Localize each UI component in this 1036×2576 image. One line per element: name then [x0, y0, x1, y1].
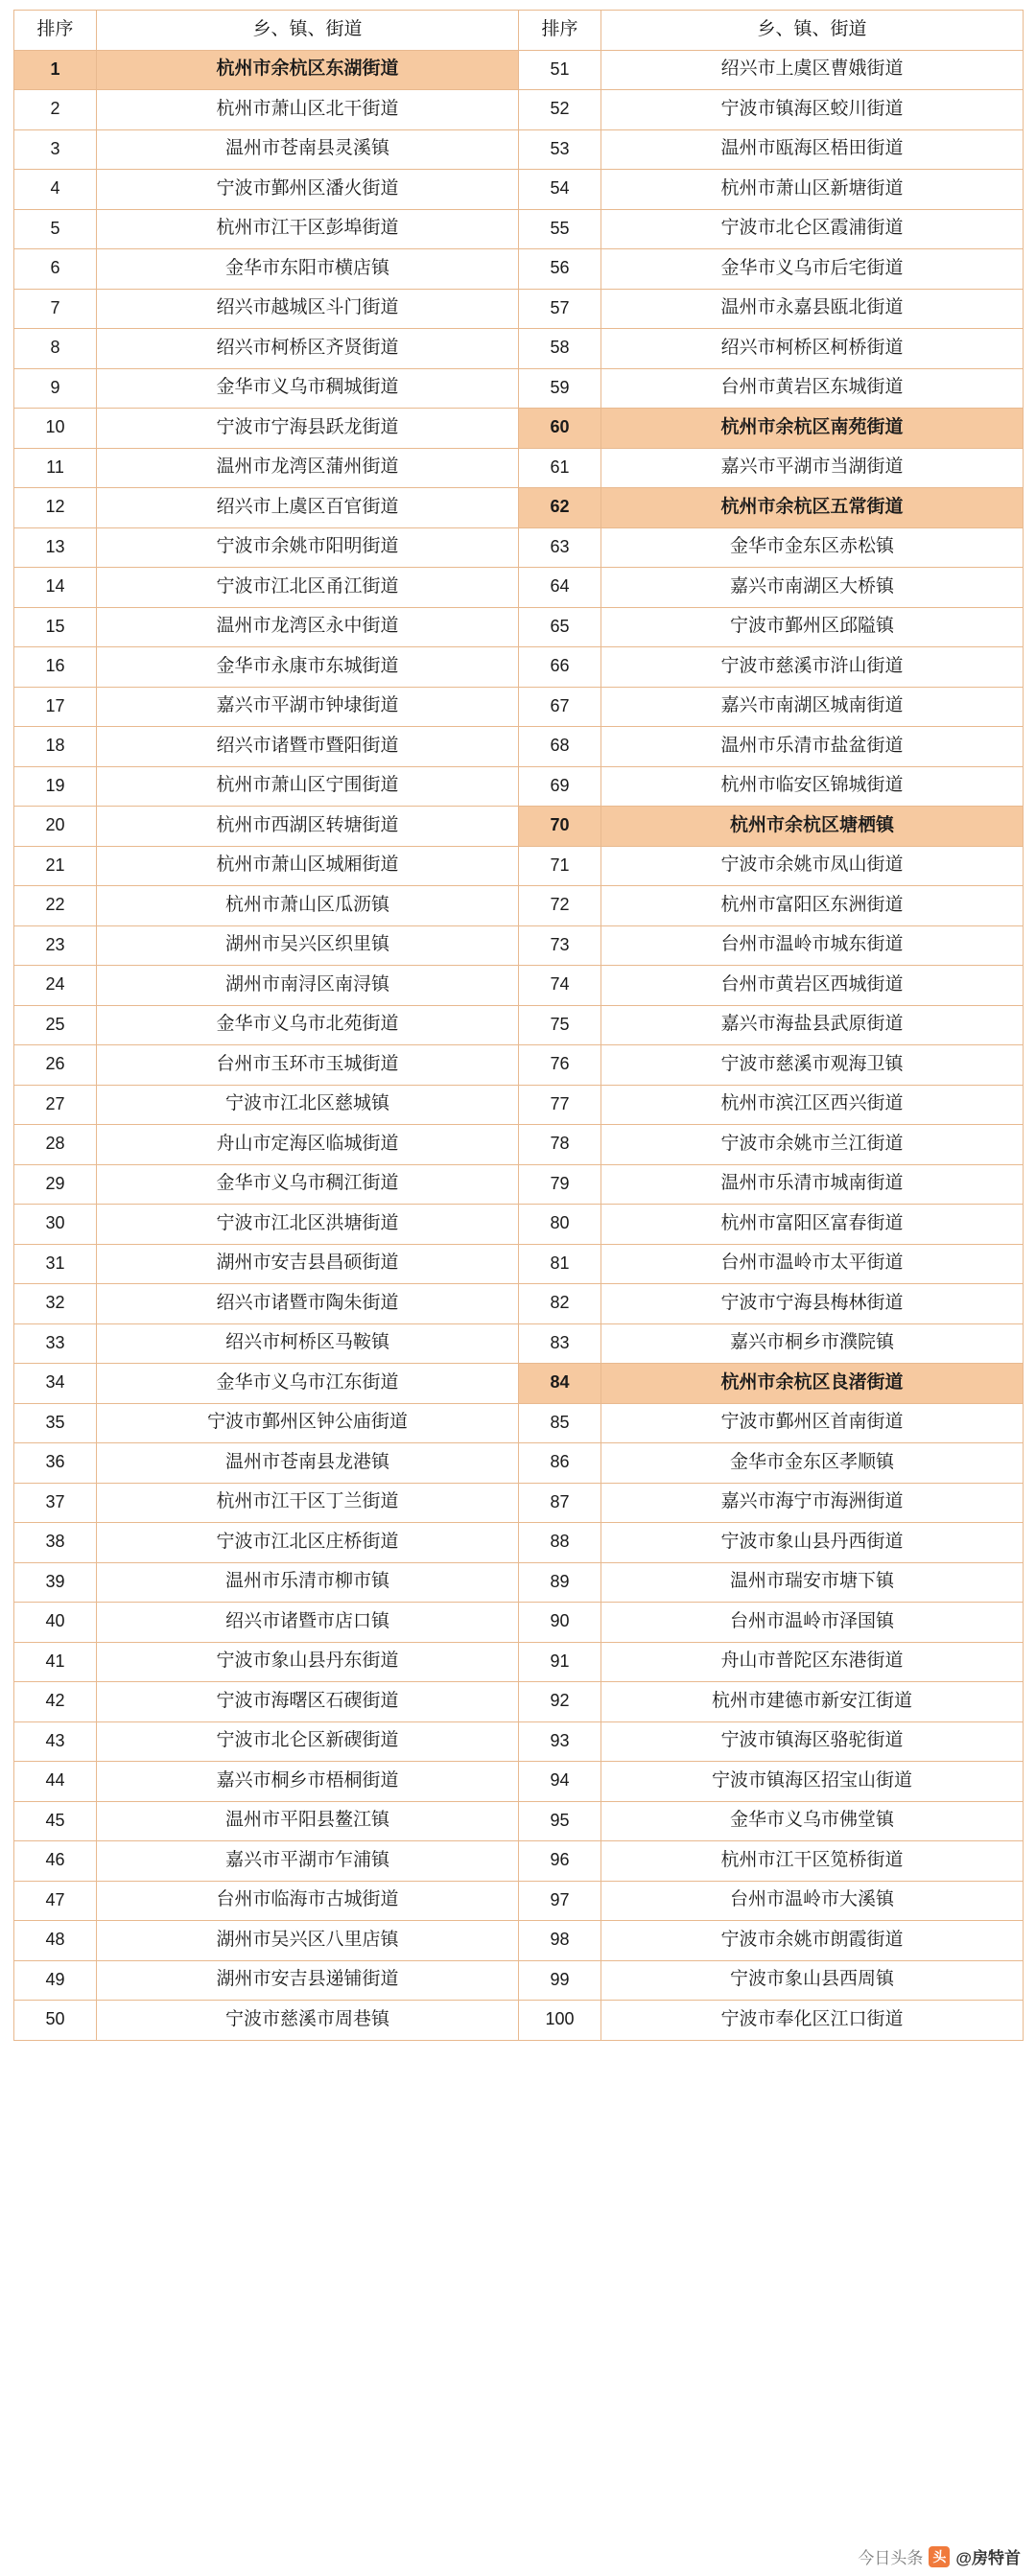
cell-rank-right: 100 [519, 2001, 601, 2041]
cell-rank-left: 20 [14, 807, 97, 847]
cell-name-right: 宁波市鄞州区邱隘镇 [601, 607, 1024, 647]
table-row [14, 368, 1024, 409]
cell-rank-right: 97 [519, 1881, 601, 1921]
cell-name-right: 宁波市鄞州区首南街道 [601, 1403, 1024, 1443]
cell-name-left: 温州市平阳县鳌江镇 [97, 1801, 519, 1841]
cell-name-left: 绍兴市诸暨市暨阳街道 [97, 727, 519, 767]
cell-rank-right: 94 [519, 1762, 601, 1802]
table-row [14, 1323, 1024, 1364]
table-header [14, 11, 1024, 51]
cell-rank-right: 70 [519, 807, 601, 847]
table-row [14, 966, 1024, 1006]
cell-rank-right: 61 [519, 448, 601, 488]
cell-name-left: 宁波市江北区洪塘街道 [97, 1205, 519, 1245]
table-row [14, 1642, 1024, 1682]
cell-name-left: 金华市义乌市北苑街道 [97, 1005, 519, 1045]
column-header-name-right: 乡、镇、街道 [601, 11, 1024, 51]
cell-rank-right: 81 [519, 1244, 601, 1284]
table-row [14, 1841, 1024, 1882]
cell-rank-right: 57 [519, 289, 601, 329]
cell-rank-right: 99 [519, 1960, 601, 2001]
cell-rank-right: 67 [519, 687, 601, 727]
cell-rank-left: 15 [14, 607, 97, 647]
cell-rank-left: 1 [14, 50, 97, 90]
table-row [14, 90, 1024, 130]
cell-name-right: 温州市乐清市盐盆街道 [601, 727, 1024, 767]
cell-name-right: 台州市温岭市大溪镇 [601, 1881, 1024, 1921]
table-row [14, 249, 1024, 290]
cell-rank-right: 98 [519, 1921, 601, 1961]
cell-rank-right: 85 [519, 1403, 601, 1443]
cell-name-right: 温州市瓯海区梧田街道 [601, 129, 1024, 170]
table-row [14, 527, 1024, 568]
cell-name-right: 宁波市象山县西周镇 [601, 1960, 1024, 2001]
table-row [14, 1721, 1024, 1762]
cell-name-right: 嘉兴市海盐县武原街道 [601, 1005, 1024, 1045]
cell-rank-right: 90 [519, 1603, 601, 1643]
cell-rank-left: 24 [14, 966, 97, 1006]
cell-rank-left: 9 [14, 368, 97, 409]
cell-rank-right: 62 [519, 488, 601, 528]
cell-rank-right: 58 [519, 329, 601, 369]
cell-rank-right: 52 [519, 90, 601, 130]
cell-name-right: 金华市金东区赤松镇 [601, 527, 1024, 568]
cell-name-left: 湖州市吴兴区八里店镇 [97, 1921, 519, 1961]
cell-rank-left: 6 [14, 249, 97, 290]
cell-rank-left: 22 [14, 886, 97, 926]
table-row [14, 50, 1024, 90]
cell-name-right: 杭州市建德市新安江街道 [601, 1682, 1024, 1722]
cell-rank-right: 53 [519, 129, 601, 170]
cell-rank-left: 44 [14, 1762, 97, 1802]
table-row [14, 607, 1024, 647]
cell-name-left: 杭州市萧山区北干街道 [97, 90, 519, 130]
table-row [14, 766, 1024, 807]
cell-name-left: 宁波市江北区慈城镇 [97, 1085, 519, 1125]
table-row [14, 1881, 1024, 1921]
table-header-row [14, 11, 1024, 51]
cell-rank-left: 4 [14, 170, 97, 210]
cell-rank-right: 95 [519, 1801, 601, 1841]
cell-name-right: 杭州市富阳区富春街道 [601, 1205, 1024, 1245]
cell-rank-right: 91 [519, 1642, 601, 1682]
cell-rank-left: 3 [14, 129, 97, 170]
cell-rank-right: 96 [519, 1841, 601, 1882]
cell-rank-right: 79 [519, 1164, 601, 1205]
cell-rank-left: 29 [14, 1164, 97, 1205]
cell-name-right: 舟山市普陀区东港街道 [601, 1642, 1024, 1682]
cell-rank-left: 26 [14, 1045, 97, 1086]
table-row [14, 647, 1024, 688]
cell-rank-left: 34 [14, 1364, 97, 1404]
cell-name-right: 杭州市余杭区五常街道 [601, 488, 1024, 528]
cell-rank-right: 93 [519, 1721, 601, 1762]
cell-name-left: 绍兴市诸暨市店口镇 [97, 1603, 519, 1643]
cell-name-right: 杭州市萧山区新塘街道 [601, 170, 1024, 210]
cell-rank-left: 49 [14, 1960, 97, 2001]
cell-rank-left: 2 [14, 90, 97, 130]
cell-name-left: 金华市义乌市稠城街道 [97, 368, 519, 409]
cell-name-left: 金华市永康市东城街道 [97, 647, 519, 688]
cell-rank-left: 47 [14, 1881, 97, 1921]
table-row [14, 448, 1024, 488]
cell-name-right: 宁波市慈溪市观海卫镇 [601, 1045, 1024, 1086]
cell-rank-right: 73 [519, 925, 601, 966]
cell-name-right: 宁波市北仑区霞浦街道 [601, 209, 1024, 249]
cell-name-left: 宁波市江北区庄桥街道 [97, 1523, 519, 1563]
cell-rank-left: 13 [14, 527, 97, 568]
cell-rank-right: 60 [519, 409, 601, 449]
cell-rank-left: 33 [14, 1323, 97, 1364]
cell-name-left: 湖州市安吉县递铺街道 [97, 1960, 519, 2001]
cell-name-left: 宁波市鄞州区钟公庙街道 [97, 1403, 519, 1443]
cell-name-left: 温州市苍南县龙港镇 [97, 1443, 519, 1484]
cell-name-left: 绍兴市上虞区百官街道 [97, 488, 519, 528]
cell-name-right: 嘉兴市平湖市当湖街道 [601, 448, 1024, 488]
cell-name-right: 宁波市余姚市凤山街道 [601, 846, 1024, 886]
cell-name-right: 杭州市余杭区良渚街道 [601, 1364, 1024, 1404]
cell-name-right: 宁波市余姚市兰江街道 [601, 1125, 1024, 1165]
cell-name-right: 宁波市镇海区骆驼街道 [601, 1721, 1024, 1762]
cell-name-right: 台州市温岭市城东街道 [601, 925, 1024, 966]
cell-rank-right: 71 [519, 846, 601, 886]
table-row [14, 129, 1024, 170]
cell-name-right: 温州市永嘉县瓯北街道 [601, 289, 1024, 329]
cell-name-right: 金华市金东区孝顺镇 [601, 1443, 1024, 1484]
cell-name-right: 杭州市滨江区西兴街道 [601, 1085, 1024, 1125]
table-row [14, 807, 1024, 847]
table-row [14, 687, 1024, 727]
cell-rank-left: 10 [14, 409, 97, 449]
cell-name-right: 台州市黄岩区西城街道 [601, 966, 1024, 1006]
cell-rank-right: 65 [519, 607, 601, 647]
cell-name-right: 嘉兴市桐乡市濮院镇 [601, 1323, 1024, 1364]
cell-name-right: 宁波市奉化区江口街道 [601, 2001, 1024, 2041]
table-row [14, 2001, 1024, 2041]
table-row [14, 925, 1024, 966]
table-row [14, 1284, 1024, 1324]
cell-rank-right: 77 [519, 1085, 601, 1125]
cell-name-right: 杭州市余杭区塘栖镇 [601, 807, 1024, 847]
cell-rank-left: 41 [14, 1642, 97, 1682]
cell-name-left: 嘉兴市平湖市乍浦镇 [97, 1841, 519, 1882]
cell-rank-left: 40 [14, 1603, 97, 1643]
brand-label: @房特首 [955, 2549, 1021, 2567]
cell-rank-left: 8 [14, 329, 97, 369]
table-row [14, 1921, 1024, 1961]
cell-rank-left: 19 [14, 766, 97, 807]
table-row [14, 1603, 1024, 1643]
cell-name-left: 台州市玉环市玉城街道 [97, 1045, 519, 1086]
cell-name-left: 温州市龙湾区蒲州街道 [97, 448, 519, 488]
cell-name-right: 宁波市慈溪市浒山街道 [601, 647, 1024, 688]
cell-name-left: 宁波市余姚市阳明街道 [97, 527, 519, 568]
table-row [14, 1483, 1024, 1523]
cell-name-right: 台州市温岭市太平街道 [601, 1244, 1024, 1284]
cell-rank-right: 74 [519, 966, 601, 1006]
table-row [14, 886, 1024, 926]
source-label: 今日头条 [858, 2549, 924, 2567]
cell-name-right: 台州市黄岩区东城街道 [601, 368, 1024, 409]
cell-name-left: 金华市义乌市江东街道 [97, 1364, 519, 1404]
table-row [14, 1523, 1024, 1563]
cell-rank-left: 39 [14, 1562, 97, 1603]
cell-name-left: 湖州市吴兴区织里镇 [97, 925, 519, 966]
cell-rank-right: 51 [519, 50, 601, 90]
cell-name-right: 宁波市镇海区招宝山街道 [601, 1762, 1024, 1802]
cell-name-right: 嘉兴市南湖区大桥镇 [601, 568, 1024, 608]
cell-rank-right: 86 [519, 1443, 601, 1484]
cell-name-left: 绍兴市越城区斗门街道 [97, 289, 519, 329]
table-body [14, 50, 1024, 2040]
cell-name-right: 金华市义乌市后宅街道 [601, 249, 1024, 290]
cell-rank-left: 32 [14, 1284, 97, 1324]
table-row [14, 1762, 1024, 1802]
cell-rank-right: 87 [519, 1483, 601, 1523]
cell-name-left: 宁波市鄞州区潘火街道 [97, 170, 519, 210]
cell-name-left: 杭州市西湖区转塘街道 [97, 807, 519, 847]
cell-name-right: 台州市温岭市泽国镇 [601, 1603, 1024, 1643]
cell-rank-left: 17 [14, 687, 97, 727]
column-header-name-left: 乡、镇、街道 [97, 11, 519, 51]
cell-rank-right: 66 [519, 647, 601, 688]
cell-rank-left: 37 [14, 1483, 97, 1523]
cell-name-left: 湖州市安吉县昌硕街道 [97, 1244, 519, 1284]
table-row [14, 1960, 1024, 2001]
cell-rank-left: 7 [14, 289, 97, 329]
table-row [14, 289, 1024, 329]
table-row [14, 170, 1024, 210]
cell-name-left: 杭州市江干区丁兰街道 [97, 1483, 519, 1523]
cell-name-left: 台州市临海市古城街道 [97, 1881, 519, 1921]
table-row [14, 1205, 1024, 1245]
cell-name-left: 宁波市海曙区石碶街道 [97, 1682, 519, 1722]
table-row [14, 1801, 1024, 1841]
table-row [14, 209, 1024, 249]
cell-name-left: 湖州市南浔区南浔镇 [97, 966, 519, 1006]
cell-name-right: 绍兴市柯桥区柯桥街道 [601, 329, 1024, 369]
table-row [14, 1403, 1024, 1443]
cell-name-left: 杭州市萧山区瓜沥镇 [97, 886, 519, 926]
cell-name-left: 金华市东阳市横店镇 [97, 249, 519, 290]
table-row [14, 1364, 1024, 1404]
column-header-rank-right: 排序 [519, 11, 601, 51]
cell-rank-left: 18 [14, 727, 97, 767]
cell-name-left: 宁波市慈溪市周巷镇 [97, 2001, 519, 2041]
cell-rank-left: 21 [14, 846, 97, 886]
column-header-rank-left: 排序 [14, 11, 97, 51]
cell-name-left: 嘉兴市桐乡市梧桐街道 [97, 1762, 519, 1802]
cell-rank-right: 68 [519, 727, 601, 767]
cell-rank-right: 64 [519, 568, 601, 608]
table-row [14, 1005, 1024, 1045]
cell-rank-right: 55 [519, 209, 601, 249]
cell-rank-right: 84 [519, 1364, 601, 1404]
cell-rank-left: 42 [14, 1682, 97, 1722]
cell-name-right: 宁波市镇海区蛟川街道 [601, 90, 1024, 130]
cell-rank-right: 80 [519, 1205, 601, 1245]
cell-name-left: 温州市苍南县灵溪镇 [97, 129, 519, 170]
cell-rank-left: 43 [14, 1721, 97, 1762]
table-row [14, 329, 1024, 369]
cell-rank-left: 27 [14, 1085, 97, 1125]
cell-rank-left: 14 [14, 568, 97, 608]
cell-rank-right: 78 [519, 1125, 601, 1165]
table-row [14, 1164, 1024, 1205]
cell-name-right: 宁波市余姚市朗霞街道 [601, 1921, 1024, 1961]
cell-name-left: 杭州市江干区彭埠街道 [97, 209, 519, 249]
cell-rank-left: 35 [14, 1403, 97, 1443]
cell-rank-right: 54 [519, 170, 601, 210]
cell-name-right: 温州市乐清市城南街道 [601, 1164, 1024, 1205]
cell-rank-right: 75 [519, 1005, 601, 1045]
table-row [14, 409, 1024, 449]
cell-name-left: 杭州市萧山区城厢街道 [97, 846, 519, 886]
cell-name-left: 嘉兴市平湖市钟埭街道 [97, 687, 519, 727]
cell-rank-left: 36 [14, 1443, 97, 1484]
table-row [14, 1085, 1024, 1125]
cell-rank-left: 50 [14, 2001, 97, 2041]
cell-name-left: 宁波市北仑区新碶街道 [97, 1721, 519, 1762]
table-row [14, 1244, 1024, 1284]
cell-name-right: 杭州市富阳区东洲街道 [601, 886, 1024, 926]
cell-rank-left: 16 [14, 647, 97, 688]
cell-rank-left: 31 [14, 1244, 97, 1284]
cell-rank-right: 56 [519, 249, 601, 290]
table-row [14, 488, 1024, 528]
table-row [14, 1045, 1024, 1086]
cell-name-right: 嘉兴市南湖区城南街道 [601, 687, 1024, 727]
cell-name-left: 绍兴市柯桥区齐贤街道 [97, 329, 519, 369]
cell-rank-right: 69 [519, 766, 601, 807]
cell-name-right: 杭州市江干区笕桥街道 [601, 1841, 1024, 1882]
cell-rank-left: 45 [14, 1801, 97, 1841]
cell-name-left: 宁波市宁海县跃龙街道 [97, 409, 519, 449]
cell-name-right: 杭州市临安区锦城街道 [601, 766, 1024, 807]
table-row [14, 1125, 1024, 1165]
cell-name-right: 绍兴市上虞区曹娥街道 [601, 50, 1024, 90]
cell-rank-left: 23 [14, 925, 97, 966]
cell-name-left: 温州市乐清市柳市镇 [97, 1562, 519, 1603]
cell-rank-left: 25 [14, 1005, 97, 1045]
cell-rank-left: 30 [14, 1205, 97, 1245]
cell-name-left: 绍兴市诸暨市陶朱街道 [97, 1284, 519, 1324]
cell-name-right: 宁波市宁海县梅林街道 [601, 1284, 1024, 1324]
cell-rank-right: 82 [519, 1284, 601, 1324]
cell-name-left: 舟山市定海区临城街道 [97, 1125, 519, 1165]
cell-rank-right: 72 [519, 886, 601, 926]
cell-rank-left: 38 [14, 1523, 97, 1563]
cell-rank-left: 11 [14, 448, 97, 488]
cell-rank-right: 63 [519, 527, 601, 568]
cell-name-right: 金华市义乌市佛堂镇 [601, 1801, 1024, 1841]
table-row [14, 1682, 1024, 1722]
table-row [14, 1562, 1024, 1603]
table-row [14, 846, 1024, 886]
cell-rank-right: 83 [519, 1323, 601, 1364]
cell-rank-right: 88 [519, 1523, 601, 1563]
cell-name-left: 杭州市余杭区东湖街道 [97, 50, 519, 90]
cell-rank-right: 92 [519, 1682, 601, 1722]
township-ranking-table [13, 10, 1024, 2041]
cell-rank-right: 89 [519, 1562, 601, 1603]
cell-name-right: 温州市瑞安市塘下镇 [601, 1562, 1024, 1603]
cell-rank-left: 48 [14, 1921, 97, 1961]
cell-rank-right: 59 [519, 368, 601, 409]
cell-name-left: 宁波市江北区甬江街道 [97, 568, 519, 608]
cell-name-left: 杭州市萧山区宁围街道 [97, 766, 519, 807]
table-row [14, 568, 1024, 608]
cell-name-left: 温州市龙湾区永中街道 [97, 607, 519, 647]
cell-name-left: 金华市义乌市稠江街道 [97, 1164, 519, 1205]
table-row [14, 1443, 1024, 1484]
cell-rank-left: 28 [14, 1125, 97, 1165]
cell-rank-left: 46 [14, 1841, 97, 1882]
cell-name-left: 宁波市象山县丹东街道 [97, 1642, 519, 1682]
cell-name-left: 绍兴市柯桥区马鞍镇 [97, 1323, 519, 1364]
cell-name-right: 宁波市象山县丹西街道 [601, 1523, 1024, 1563]
cell-name-right: 嘉兴市海宁市海洲街道 [601, 1483, 1024, 1523]
cell-name-right: 杭州市余杭区南苑街道 [601, 409, 1024, 449]
footer-watermark [858, 2544, 1021, 2568]
table-row [14, 727, 1024, 767]
cell-rank-right: 76 [519, 1045, 601, 1086]
cell-rank-left: 12 [14, 488, 97, 528]
cell-rank-left: 5 [14, 209, 97, 249]
toutiao-logo-icon: 头 [929, 2546, 950, 2567]
